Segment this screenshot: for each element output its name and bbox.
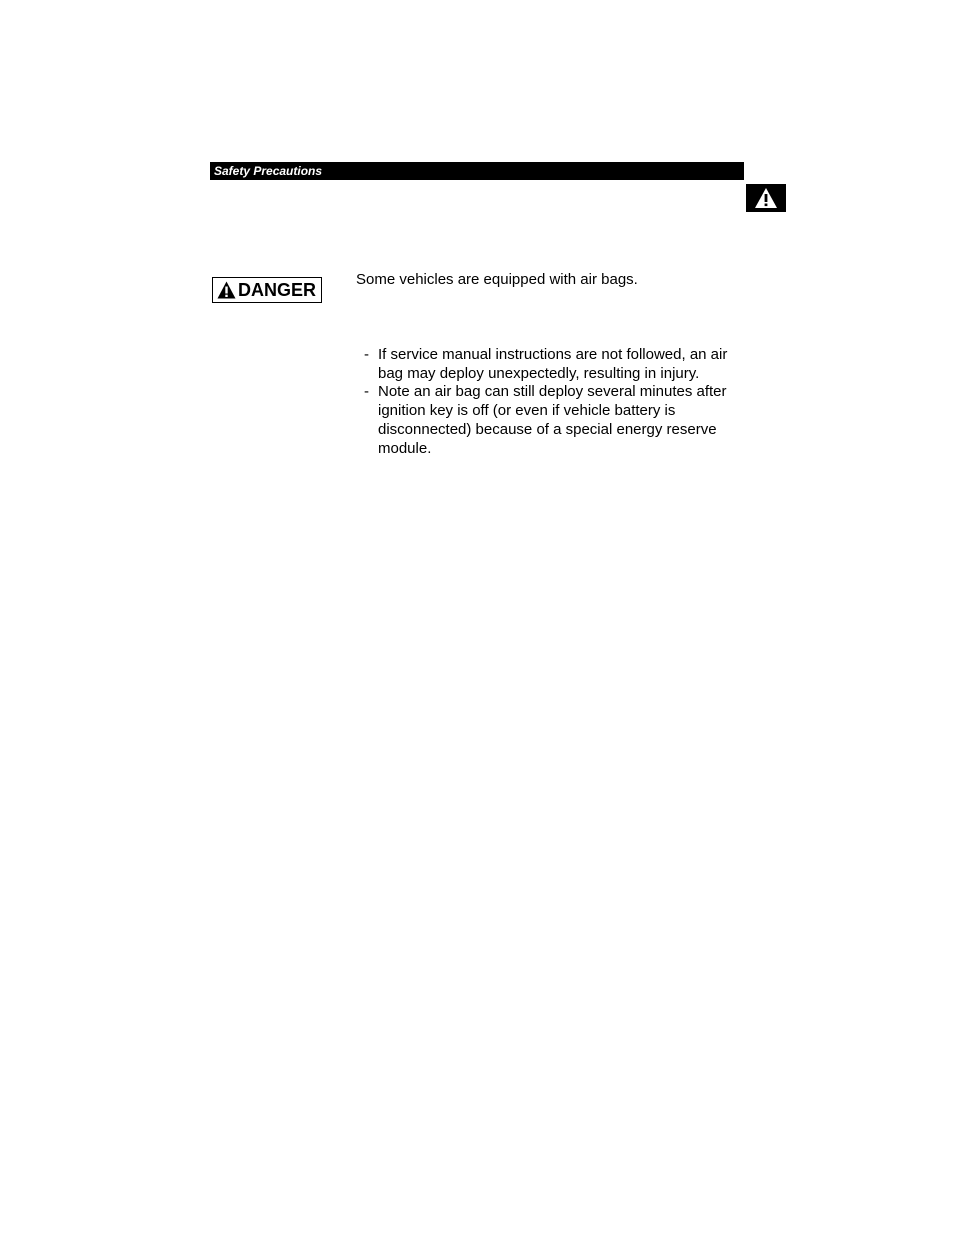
list-item [364, 383, 748, 458]
danger-label [212, 277, 322, 303]
danger-intro-text: Some vehicles are equipped with air bags. [356, 271, 638, 288]
warning-triangle-icon [217, 281, 236, 299]
section-title: Safety Precautions [214, 164, 323, 178]
warning-triangle-icon [754, 187, 778, 209]
list-item-text: If service manual instructions are not followed, an air bag may deploy unexpectedly, resulting in injury. [378, 346, 728, 382]
list-item-marker: - [364, 346, 369, 363]
danger-label-text: DANGER [238, 279, 317, 300]
list-item-text: Note an air bag can still deploy several minutes after ignition key is off (or even if vehicle battery is disconnected) because of a special energy reserve module. [378, 383, 727, 457]
danger-bullet-list [364, 346, 748, 458]
warning-tab [746, 184, 786, 212]
section-header-bar [210, 162, 744, 180]
list-item [364, 346, 748, 383]
list-item-marker: - [364, 383, 369, 401]
